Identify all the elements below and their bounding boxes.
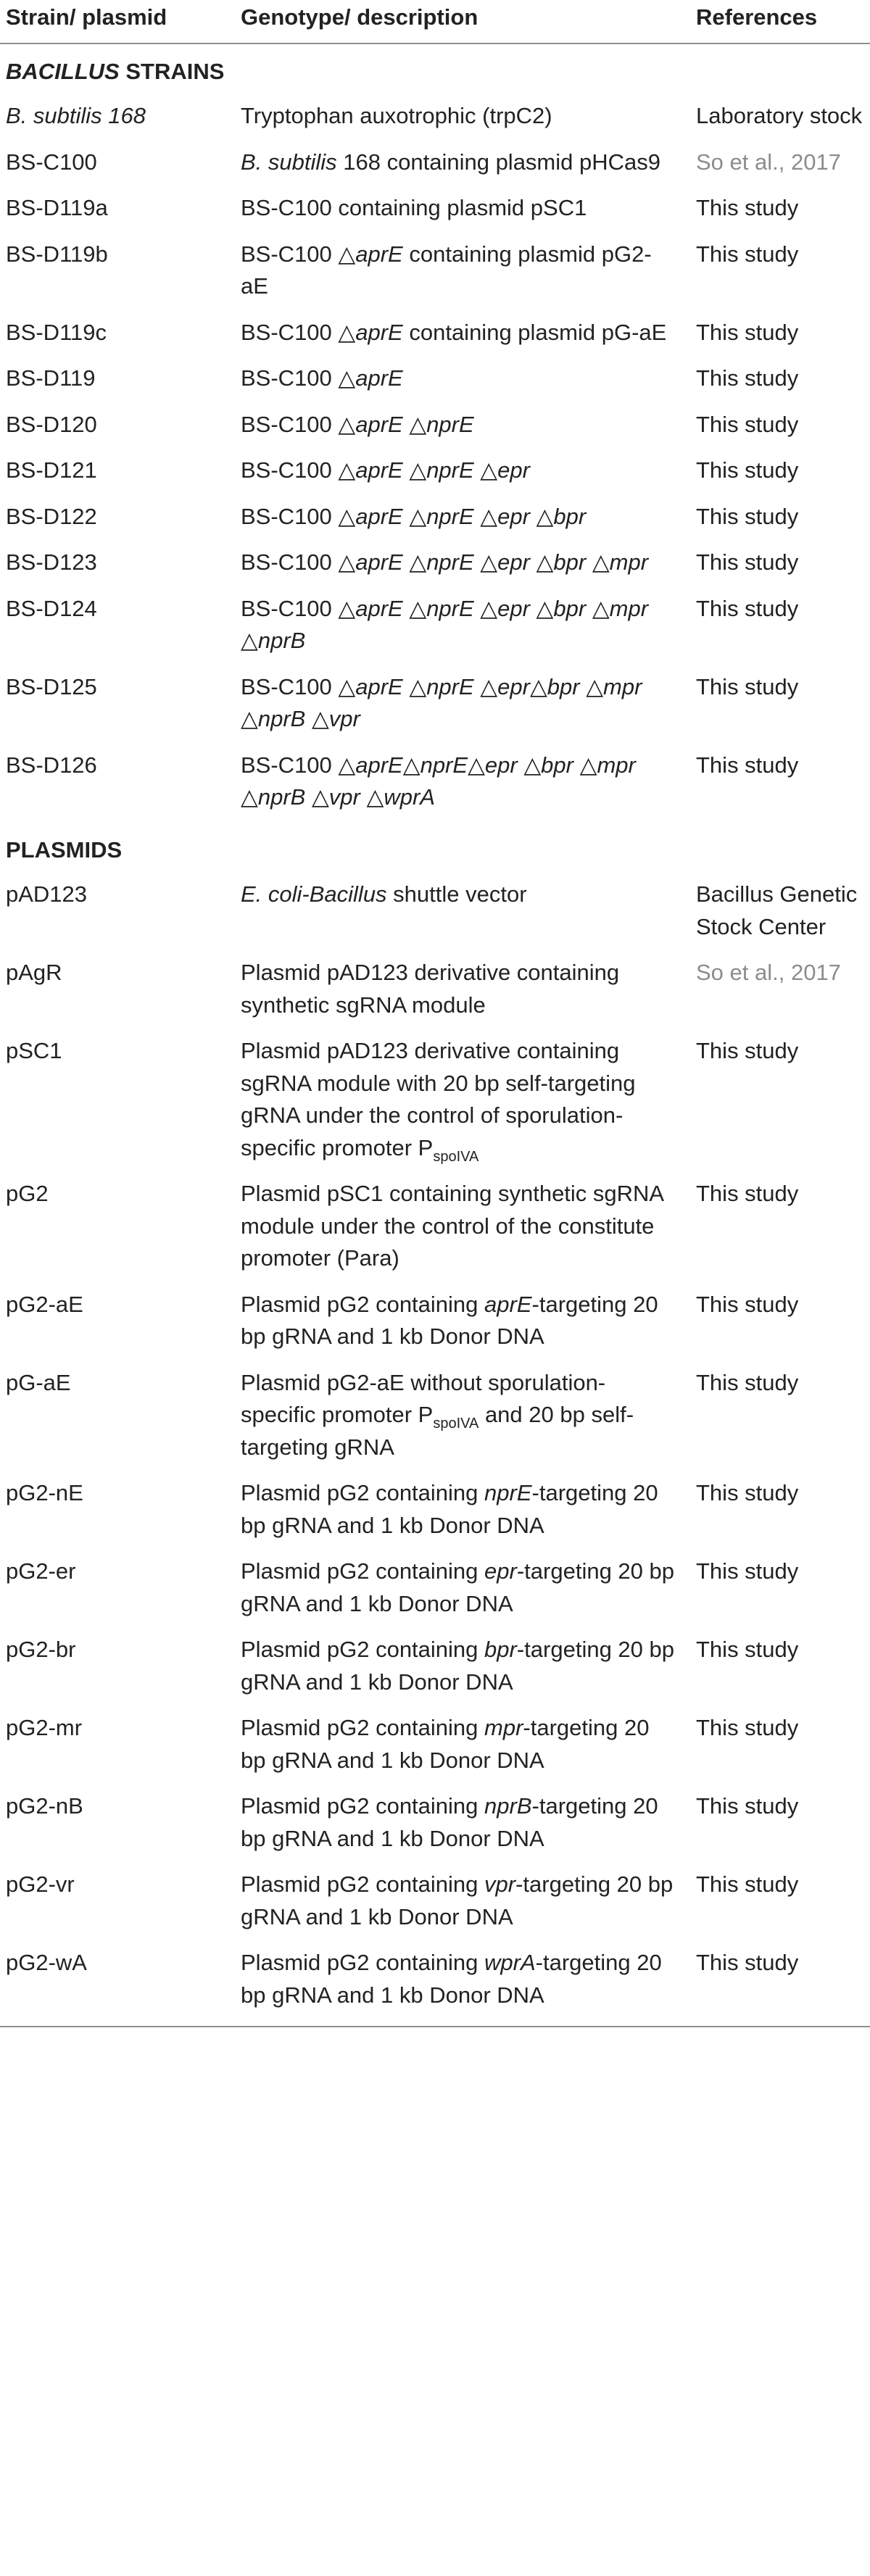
cell-reference: This study bbox=[696, 1038, 799, 1063]
cell-reference: This study bbox=[696, 1793, 799, 1819]
description-italic-segment: mpr bbox=[609, 595, 649, 621]
description-italic-segment: aprE bbox=[355, 752, 403, 778]
table-row bbox=[0, 449, 870, 496]
cell-strain-name: BS-D121 bbox=[6, 457, 97, 483]
table-row bbox=[0, 541, 870, 588]
cell-reference: This study bbox=[696, 595, 799, 621]
description-segment: Plasmid pG2 containing bbox=[241, 1480, 485, 1505]
description-italic-segment: nprB bbox=[484, 1793, 532, 1819]
description-italic-segment: bpr bbox=[553, 595, 587, 621]
description-segment: △ bbox=[529, 595, 554, 621]
description-italic-segment: mpr bbox=[597, 752, 636, 778]
table-row bbox=[0, 233, 870, 312]
reference-link[interactable]: So et al., 2017 bbox=[696, 149, 841, 175]
table-row bbox=[0, 141, 870, 188]
description-italic-segment: nprE bbox=[426, 595, 474, 621]
cell-strain-name: BS-D120 bbox=[6, 411, 97, 437]
cell-description bbox=[239, 1707, 696, 1785]
description-italic-segment: aprE bbox=[355, 673, 403, 699]
description-segment: △ bbox=[402, 673, 427, 699]
cell-reference: This study bbox=[696, 319, 799, 345]
description-segment: 168 containing plasmid pHCas9 bbox=[336, 149, 660, 175]
description-segment: containing plasmid pG-aE bbox=[402, 319, 667, 345]
description-italic-segment: aprE bbox=[355, 595, 403, 621]
table-row bbox=[0, 312, 870, 358]
cell-strain-name: pG2-nB bbox=[6, 1793, 83, 1819]
description-segment: △ bbox=[586, 549, 610, 575]
description-segment: -targeting 20 bp gRNA and 1 kb Donor DNA bbox=[241, 1637, 674, 1695]
description-segment: △ bbox=[402, 503, 427, 529]
cell-reference: Bacillus Genetic Stock Center bbox=[696, 881, 858, 939]
cell-description bbox=[239, 496, 696, 542]
cell-reference: This study bbox=[696, 1558, 799, 1584]
description-segment: △ bbox=[473, 595, 498, 621]
cell-reference: This study bbox=[696, 1950, 799, 1975]
description-segment: -targeting 20 bp gRNA and 1 kb Donor DNA bbox=[241, 1715, 650, 1773]
section-title-italic: BACILLUS bbox=[6, 58, 120, 84]
table-row bbox=[0, 1472, 870, 1550]
cell-strain-name: BS-D119 bbox=[6, 365, 96, 391]
description-segment: and 20 bp self-targeting gRNA bbox=[241, 1402, 634, 1460]
description-segment: △ bbox=[579, 673, 604, 699]
cell-description bbox=[239, 1284, 696, 1362]
cell-reference: This study bbox=[696, 365, 799, 391]
table-row bbox=[0, 187, 870, 233]
description-italic-segment: epr bbox=[484, 752, 518, 778]
description-segment: △ bbox=[241, 784, 258, 810]
description-italic-segment: aprE bbox=[355, 549, 403, 575]
description-segment: BS-C100 △ bbox=[241, 241, 356, 267]
cell-reference: This study bbox=[696, 673, 799, 699]
cell-reference: This study bbox=[696, 411, 799, 437]
table-row bbox=[0, 588, 870, 666]
description-italic-segment: vpr bbox=[484, 1871, 516, 1897]
table-row bbox=[0, 496, 870, 542]
description-segment: -targeting 20 bp gRNA and 1 kb Donor DNA bbox=[241, 1558, 674, 1616]
description-segment: BS-C100 △ bbox=[241, 411, 356, 437]
section-header-row bbox=[0, 43, 870, 96]
description-segment: △ bbox=[241, 706, 258, 731]
description-italic-segment: wprA bbox=[484, 1950, 536, 1975]
cell-description bbox=[239, 404, 696, 450]
cell-description bbox=[239, 666, 696, 744]
description-segment: BS-C100 containing plasmid pSC1 bbox=[241, 195, 587, 220]
description-segment: containing plasmid pG2-aE bbox=[241, 241, 652, 299]
cell-reference: This study bbox=[696, 457, 799, 483]
cell-strain-name: BS-D125 bbox=[6, 673, 97, 699]
table-row bbox=[0, 873, 870, 952]
table-row bbox=[0, 1550, 870, 1629]
table-row bbox=[0, 1942, 870, 2020]
description-italic-segment: aprE bbox=[355, 241, 403, 267]
description-segment: △ bbox=[402, 752, 420, 778]
cell-description bbox=[239, 449, 696, 496]
cell-reference: This study bbox=[696, 1637, 799, 1662]
cell-strain-name: BS-D126 bbox=[6, 752, 97, 778]
description-italic-segment: aprE bbox=[355, 411, 403, 437]
cell-reference: This study bbox=[696, 1181, 799, 1206]
cell-strain-name: BS-D119c bbox=[6, 319, 107, 345]
section-title-text: PLASMIDS bbox=[6, 836, 123, 863]
section-title-text: STRAINS bbox=[119, 58, 225, 84]
description-segment: △ bbox=[402, 457, 427, 483]
table-row bbox=[0, 1864, 870, 1942]
description-italic-segment: E. coli-Bacillus bbox=[241, 881, 387, 907]
description-italic-segment: bpr bbox=[484, 1637, 517, 1662]
cell-description bbox=[239, 873, 696, 952]
cell-description bbox=[239, 312, 696, 358]
cell-strain-name: BS-D119b bbox=[6, 241, 108, 267]
description-italic-segment: mpr bbox=[609, 549, 649, 575]
description-italic-segment: bpr bbox=[553, 503, 587, 529]
table-row bbox=[0, 1173, 870, 1284]
cell-description bbox=[239, 1629, 696, 1707]
description-segment: Plasmid pG2 containing bbox=[241, 1715, 485, 1740]
cell-strain-name: BS-C100 bbox=[6, 149, 97, 175]
cell-strain-name: B. subtilis 168 bbox=[6, 103, 146, 128]
cell-reference: This study bbox=[696, 195, 799, 220]
description-italic-segment: aprE bbox=[355, 365, 403, 391]
section-header-row bbox=[0, 823, 870, 874]
description-italic-segment: nprE bbox=[426, 503, 474, 529]
cell-strain-name: pG2-wA bbox=[6, 1950, 87, 1975]
cell-description bbox=[239, 744, 696, 823]
section-title bbox=[0, 43, 870, 96]
cell-reference: This study bbox=[696, 1291, 799, 1317]
description-segment: △ bbox=[473, 549, 498, 575]
table-row bbox=[0, 1030, 870, 1173]
cell-reference: This study bbox=[696, 1369, 799, 1395]
cell-strain-name: pG2-er bbox=[6, 1558, 76, 1584]
cell-reference: This study bbox=[696, 752, 799, 778]
table-row bbox=[0, 1629, 870, 1707]
cell-strain-name: pG2 bbox=[6, 1181, 49, 1206]
cell-reference: This study bbox=[696, 549, 799, 575]
description-segment: -targeting 20 bp gRNA and 1 kb Donor DNA bbox=[241, 1480, 658, 1538]
description-italic-segment: vpr bbox=[328, 706, 360, 731]
table-row bbox=[0, 952, 870, 1030]
table-row bbox=[0, 744, 870, 823]
description-segment: BS-C100 △ bbox=[241, 365, 356, 391]
cell-reference: Laboratory stock bbox=[696, 103, 863, 128]
description-italic-segment: epr bbox=[497, 503, 530, 529]
description-segment: △ bbox=[529, 673, 547, 699]
description-italic-segment: epr bbox=[484, 1558, 517, 1584]
cell-description bbox=[239, 952, 696, 1030]
table-row bbox=[0, 404, 870, 450]
cell-description bbox=[239, 1550, 696, 1629]
description-segment: △ bbox=[529, 503, 554, 529]
cell-description bbox=[239, 1785, 696, 1864]
description-italic-segment: bpr bbox=[547, 673, 580, 699]
description-segment: △ bbox=[473, 457, 498, 483]
cell-reference: This study bbox=[696, 1871, 799, 1897]
description-italic-segment: nprE bbox=[426, 673, 474, 699]
description-segment: △ bbox=[402, 595, 427, 621]
header-genotype-description: Genotype/ description bbox=[241, 4, 478, 30]
cell-description bbox=[239, 357, 696, 404]
description-segment: Plasmid pG2 containing bbox=[241, 1793, 485, 1819]
cell-strain-name: pG2-nE bbox=[6, 1480, 83, 1505]
description-segment: shuttle vector bbox=[386, 881, 527, 907]
cell-strain-name: pSC1 bbox=[6, 1038, 62, 1063]
description-italic-segment: mpr bbox=[603, 673, 642, 699]
table-row bbox=[0, 357, 870, 404]
description-italic-segment: epr bbox=[497, 549, 530, 575]
description-italic-segment: nprE bbox=[426, 411, 474, 437]
cell-strain-name: BS-D122 bbox=[6, 503, 97, 529]
cell-description bbox=[239, 1942, 696, 2020]
table-bottom-rule bbox=[0, 2026, 870, 2027]
description-italic-segment: epr bbox=[497, 595, 530, 621]
cell-strain-name: BS-D124 bbox=[6, 595, 97, 621]
description-italic-segment: epr bbox=[497, 457, 530, 483]
description-italic-segment: wprA bbox=[384, 784, 435, 810]
table-row bbox=[0, 1284, 870, 1362]
cell-strain-name: pG2-mr bbox=[6, 1715, 83, 1740]
description-segment: △ bbox=[402, 411, 427, 437]
description-segment: BS-C100 △ bbox=[241, 673, 356, 699]
description-segment: △ bbox=[517, 752, 542, 778]
description-italic-segment: aprE bbox=[355, 319, 403, 345]
description-segment: BS-C100 △ bbox=[241, 549, 356, 575]
cell-description bbox=[239, 1173, 696, 1284]
description-italic-segment: vpr bbox=[328, 784, 360, 810]
cell-strain-name: pG2-vr bbox=[6, 1871, 75, 1897]
cell-description bbox=[239, 1864, 696, 1942]
description-italic-segment: mpr bbox=[484, 1715, 523, 1740]
cell-description bbox=[239, 541, 696, 588]
table-row bbox=[0, 1362, 870, 1473]
description-italic-segment: nprE bbox=[420, 752, 468, 778]
description-segment: BS-C100 △ bbox=[241, 319, 356, 345]
description-segment: BS-C100 △ bbox=[241, 457, 356, 483]
description-segment: Plasmid pG2 containing bbox=[241, 1871, 485, 1897]
description-segment: Plasmid pSC1 containing synthetic sgRNA module under the control of the constitute promoter (Para) bbox=[241, 1181, 663, 1271]
description-segment: △ bbox=[360, 784, 384, 810]
description-segment: BS-C100 △ bbox=[241, 503, 356, 529]
table-body bbox=[0, 43, 870, 2021]
cell-description bbox=[239, 187, 696, 233]
description-italic-segment: bpr bbox=[553, 549, 587, 575]
cell-description bbox=[239, 141, 696, 188]
description-segment: △ bbox=[305, 784, 329, 810]
table-row bbox=[0, 1785, 870, 1864]
description-segment: -targeting 20 bp gRNA and 1 kb Donor DNA bbox=[241, 1291, 658, 1349]
table-row bbox=[0, 666, 870, 744]
cell-strain-name: BS-D123 bbox=[6, 549, 97, 575]
description-italic-segment: nprE bbox=[426, 549, 474, 575]
description-segment: Plasmid pG2 containing bbox=[241, 1291, 485, 1317]
cell-reference: This study bbox=[696, 1480, 799, 1505]
description-segment: △ bbox=[473, 503, 498, 529]
description-segment: Plasmid pAD123 derivative containing sgRNA module with 20 bp self-targeting gRNA under the control of sporulation-specific promoter P bbox=[241, 1038, 636, 1160]
description-segment: BS-C100 △ bbox=[241, 595, 356, 621]
description-segment: Plasmid pG2 containing bbox=[241, 1558, 485, 1584]
description-segment: △ bbox=[529, 549, 554, 575]
cell-description bbox=[239, 1362, 696, 1473]
description-segment: Plasmid pG2 containing bbox=[241, 1950, 485, 1975]
description-italic-segment: bpr bbox=[541, 752, 573, 778]
description-italic-segment: nprB bbox=[257, 784, 306, 810]
description-segment: △ bbox=[402, 549, 427, 575]
description-segment: -targeting 20 bp gRNA and 1 kb Donor DNA bbox=[241, 1950, 662, 2008]
description-italic-segment: nprB bbox=[257, 706, 306, 731]
cell-strain-name: BS-D119a bbox=[6, 195, 108, 220]
cell-reference: This study bbox=[696, 241, 799, 267]
description-segment: Plasmid pAD123 derivative containing synthetic sgRNA module bbox=[241, 960, 620, 1018]
description-segment: △ bbox=[473, 673, 498, 699]
cell-strain-name: pAD123 bbox=[6, 881, 88, 907]
header-strain-plasmid: Strain/ plasmid bbox=[6, 4, 167, 30]
description-italic-segment: nprE bbox=[484, 1480, 532, 1505]
description-subscript: spoIVA bbox=[433, 1148, 479, 1165]
description-italic-segment: epr bbox=[497, 673, 530, 699]
cell-description bbox=[239, 588, 696, 666]
cell-description bbox=[239, 1030, 696, 1173]
cell-strain-name: pAgR bbox=[6, 960, 62, 985]
description-segment: -targeting 20 bp gRNA and 1 kb Donor DNA bbox=[241, 1793, 658, 1851]
header-references: References bbox=[696, 4, 818, 30]
description-italic-segment: aprE bbox=[484, 1291, 532, 1317]
cell-strain-name: pG2-br bbox=[6, 1637, 76, 1662]
description-segment: Tryptophan auxotrophic (trpC2) bbox=[241, 103, 552, 128]
cell-description bbox=[239, 1472, 696, 1550]
description-italic-segment: nprE bbox=[426, 457, 474, 483]
description-segment: Plasmid pG2-aE without sporulation-specific promoter P bbox=[241, 1369, 606, 1427]
description-segment: -targeting 20 bp gRNA and 1 kb Donor DNA bbox=[241, 1871, 674, 1929]
table-row bbox=[0, 1707, 870, 1785]
description-italic-segment: nprB bbox=[257, 628, 306, 653]
reference-link[interactable]: So et al., 2017 bbox=[696, 960, 841, 985]
table-row bbox=[0, 95, 870, 141]
description-segment: △ bbox=[573, 752, 597, 778]
description-segment: Plasmid pG2 containing bbox=[241, 1637, 485, 1662]
description-segment: △ bbox=[586, 595, 610, 621]
description-segment: △ bbox=[468, 752, 485, 778]
cell-reference: This study bbox=[696, 1715, 799, 1740]
description-italic-segment: aprE bbox=[355, 457, 403, 483]
cell-reference: This study bbox=[696, 503, 799, 529]
description-segment: △ bbox=[241, 628, 258, 653]
cell-description bbox=[239, 233, 696, 312]
section-title bbox=[0, 823, 870, 874]
cell-strain-name: pG2-aE bbox=[6, 1291, 83, 1317]
description-italic-segment: B. subtilis bbox=[241, 149, 337, 175]
description-segment: △ bbox=[305, 706, 329, 731]
cell-strain-name: pG-aE bbox=[6, 1369, 71, 1395]
description-italic-segment: aprE bbox=[355, 503, 403, 529]
description-subscript: spoIVA bbox=[433, 1416, 479, 1432]
table-header bbox=[0, 0, 870, 43]
cell-description bbox=[239, 95, 696, 141]
description-segment: BS-C100 △ bbox=[241, 752, 356, 778]
